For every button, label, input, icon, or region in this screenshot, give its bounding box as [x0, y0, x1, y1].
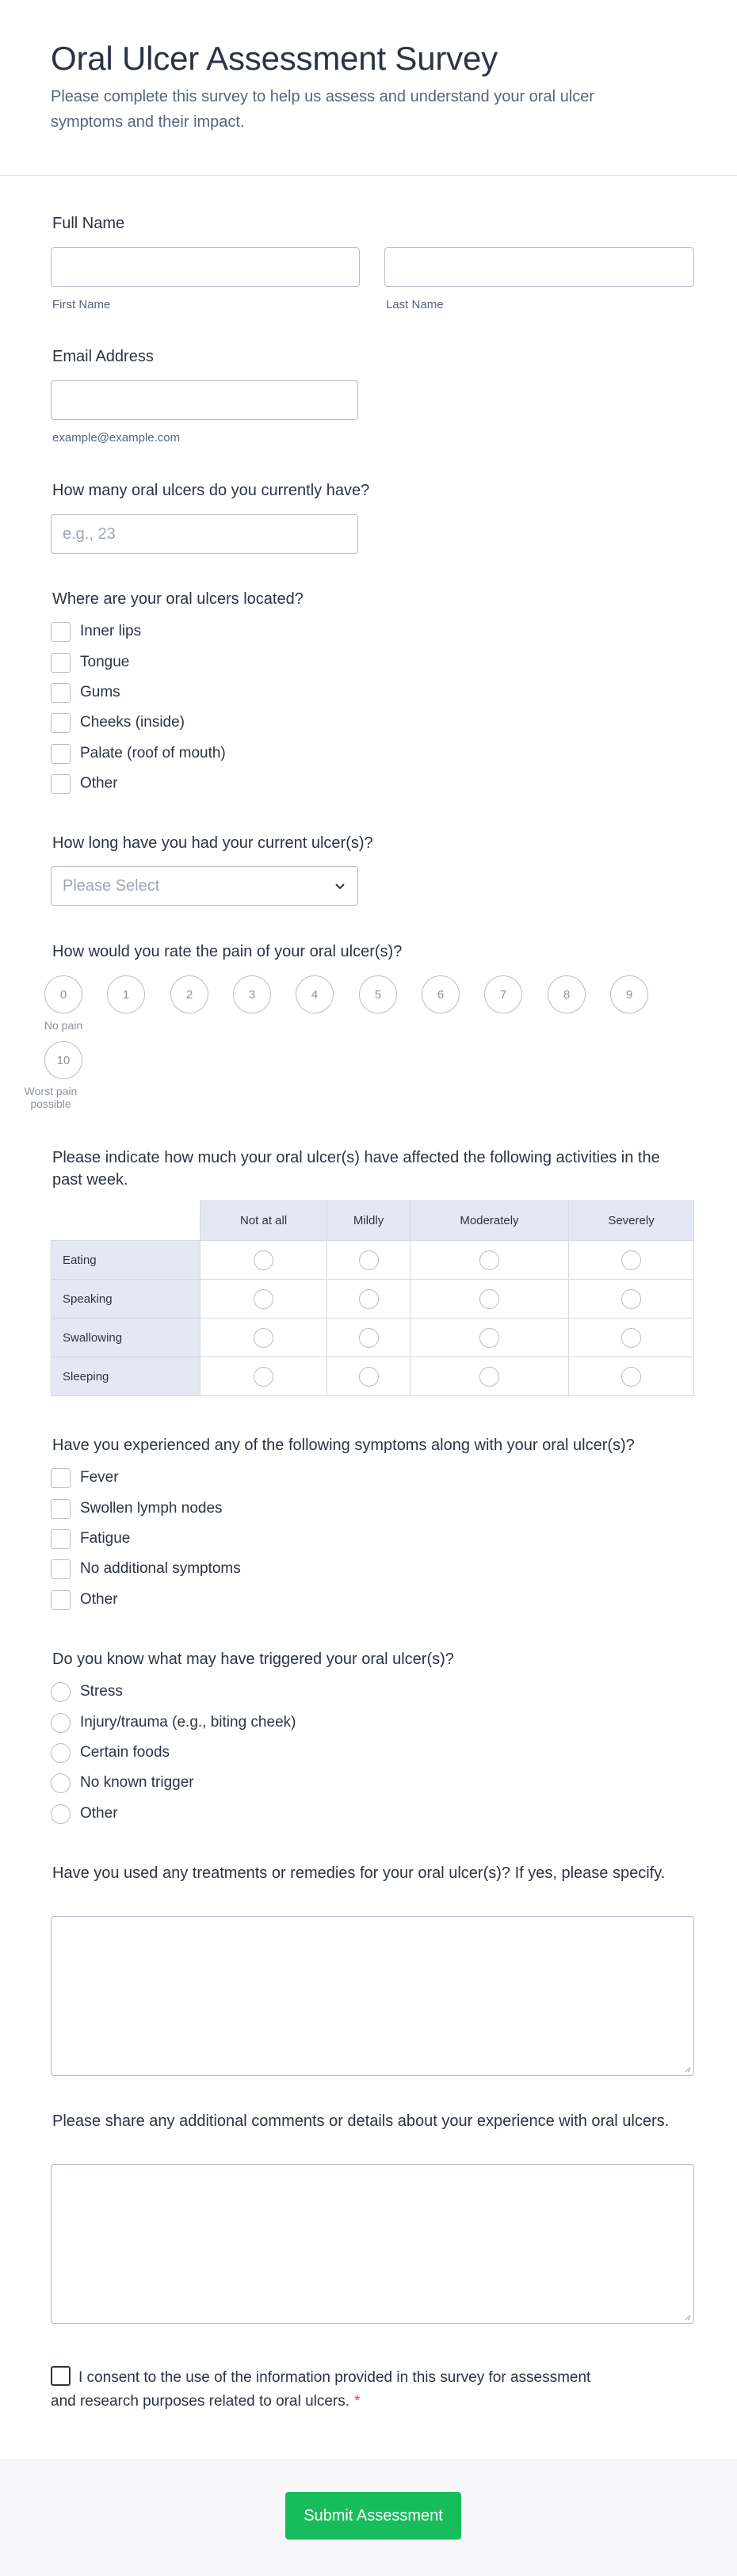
checkbox[interactable] — [51, 1590, 71, 1610]
matrix-column-header: Severely — [569, 1201, 694, 1241]
pain-scale-option[interactable]: 5 — [359, 975, 397, 1013]
last-name-sublabel: Last Name — [386, 298, 444, 311]
checkbox[interactable] — [51, 713, 71, 733]
trigger-option[interactable]: Stress — [51, 1681, 123, 1703]
matrix-radio[interactable] — [359, 1328, 379, 1348]
pain-scale-option[interactable]: 4 — [296, 975, 334, 1013]
matrix-radio[interactable] — [359, 1289, 379, 1309]
matrix-radio[interactable] — [254, 1328, 273, 1348]
symptom-option[interactable]: Other — [51, 1589, 118, 1611]
symptom-option[interactable]: No additional symptoms — [51, 1558, 241, 1580]
radio[interactable] — [51, 1682, 71, 1702]
matrix-column-header: Moderately — [410, 1201, 568, 1241]
checkbox[interactable] — [51, 683, 71, 703]
required-mark: * — [354, 2393, 361, 2410]
radio[interactable] — [51, 1773, 71, 1793]
activities-matrix — [51, 1200, 694, 1396]
ulcer-count-placeholder: e.g., 23 — [63, 525, 116, 543]
checkbox[interactable] — [51, 1468, 71, 1488]
matrix-row-label: Swallowing — [52, 1319, 200, 1357]
matrix-radio[interactable] — [621, 1328, 641, 1348]
comments-textarea[interactable] — [51, 2164, 694, 2324]
matrix-radio[interactable] — [621, 1367, 641, 1387]
email-label: Email Address — [52, 348, 154, 365]
checkbox[interactable] — [51, 774, 71, 794]
resize-grip-icon[interactable] — [683, 2313, 691, 2321]
radio[interactable] — [51, 1713, 71, 1733]
pain-max-caption: Worst pain possible — [24, 1085, 78, 1110]
matrix-row — [52, 1241, 694, 1280]
location-option[interactable]: Tongue — [51, 651, 129, 674]
pain-min-caption: No pain — [44, 1019, 83, 1032]
matrix-row-label: Eating — [52, 1241, 200, 1280]
consent-text: I consent to the use of the information provided in this survey for assessment and research purposes related to oral ulcers. — [51, 2369, 591, 2410]
checkbox[interactable] — [51, 1559, 71, 1579]
activities-label: Please indicate how much your oral ulcer(s) have affected the following activities in the past week. — [52, 1149, 660, 1189]
checkbox[interactable] — [51, 1499, 71, 1519]
chevron-down-icon — [334, 880, 346, 892]
matrix-radio[interactable] — [254, 1250, 273, 1270]
trigger-option[interactable]: No known trigger — [51, 1772, 194, 1794]
matrix-radio[interactable] — [254, 1367, 273, 1387]
location-option[interactable]: Inner lips — [51, 620, 141, 643]
ulcer-count-input[interactable] — [51, 514, 358, 554]
symptom-option[interactable]: Fatigue — [51, 1528, 130, 1550]
trigger-option[interactable]: Other — [51, 1803, 118, 1825]
location-option[interactable]: Gums — [51, 681, 120, 704]
symptoms-label: Have you experienced any of the following symptoms along with your oral ulcer(s)? — [52, 1437, 635, 1454]
duration-label: How long have you had your current ulcer(s)? — [52, 834, 373, 852]
checkbox[interactable] — [51, 744, 71, 764]
pain-scale-option[interactable]: 2 — [170, 975, 208, 1013]
location-label: Where are your oral ulcers located? — [52, 590, 304, 608]
first-name-input[interactable] — [51, 247, 360, 287]
radio[interactable] — [51, 1804, 71, 1824]
pain-scale-option[interactable]: 6 — [422, 975, 460, 1013]
first-name-sublabel: First Name — [52, 298, 111, 311]
pain-label: How would you rate the pain of your oral ulcer(s)? — [52, 943, 403, 960]
trigger-option[interactable]: Injury/trauma (e.g., biting cheek) — [51, 1712, 296, 1734]
matrix-row-label: Speaking — [52, 1280, 200, 1319]
full-name-label: Full Name — [52, 215, 125, 232]
email-input[interactable] — [51, 380, 358, 420]
matrix-row — [52, 1357, 694, 1396]
symptom-option[interactable]: Fever — [51, 1467, 119, 1489]
matrix-row-label: Sleeping — [52, 1357, 200, 1396]
matrix-radio[interactable] — [254, 1289, 273, 1309]
checkbox[interactable] — [51, 622, 71, 642]
pain-scale-option[interactable]: 8 — [548, 975, 586, 1013]
matrix-column-header: Mildly — [327, 1201, 411, 1241]
location-option[interactable]: Palate (roof of mouth) — [51, 742, 226, 765]
pain-scale-option[interactable]: 0 — [44, 975, 82, 1013]
pain-scale-option[interactable]: 3 — [233, 975, 271, 1013]
resize-grip-icon[interactable] — [683, 2065, 691, 2073]
treatments-textarea[interactable] — [51, 1916, 694, 2076]
checkbox[interactable] — [51, 653, 71, 673]
trigger-option[interactable]: Certain foods — [51, 1742, 170, 1764]
matrix-corner — [52, 1201, 200, 1241]
duration-placeholder: Please Select — [63, 877, 160, 895]
matrix-radio[interactable] — [359, 1367, 379, 1387]
matrix-radio[interactable] — [479, 1250, 499, 1270]
symptom-option[interactable]: Swollen lymph nodes — [51, 1498, 223, 1520]
matrix-row — [52, 1319, 694, 1357]
email-sublabel: example@example.com — [52, 431, 181, 445]
page-description: Please complete this survey to help us assess and understand your oral ulcer symptoms and their impact. — [51, 88, 594, 131]
triggers-label: Do you know what may have triggered your oral ulcer(s)? — [52, 1651, 454, 1668]
consent-checkbox[interactable] — [51, 2366, 71, 2386]
matrix-radio[interactable] — [621, 1289, 641, 1309]
matrix-row — [52, 1280, 694, 1319]
submit-button[interactable]: Submit Assessment — [285, 2492, 461, 2540]
matrix-radio[interactable] — [479, 1367, 499, 1387]
pain-scale-option[interactable]: 10 — [44, 1041, 82, 1079]
duration-select[interactable] — [51, 866, 358, 906]
pain-scale-option[interactable]: 1 — [107, 975, 145, 1013]
matrix-radio[interactable] — [621, 1250, 641, 1270]
matrix-radio[interactable] — [479, 1289, 499, 1309]
treatments-label: Have you used any treatments or remedies for your oral ulcer(s)? If yes, please specify. — [52, 1864, 666, 1882]
last-name-input[interactable] — [384, 247, 694, 287]
consent-field[interactable] — [51, 2366, 605, 2414]
matrix-radio[interactable] — [359, 1250, 379, 1270]
form-header — [0, 0, 737, 176]
matrix-radio[interactable] — [479, 1328, 499, 1348]
page-title: Oral Ulcer Assessment Survey — [51, 40, 498, 77]
pain-scale-option[interactable]: 7 — [484, 975, 522, 1013]
pain-scale-option[interactable]: 9 — [610, 975, 648, 1013]
location-option[interactable]: Other — [51, 773, 118, 795]
location-option[interactable]: Cheeks (inside) — [51, 712, 185, 734]
radio[interactable] — [51, 1743, 71, 1763]
comments-label: Please share any additional comments or details about your experience with oral ulcers. — [52, 2112, 670, 2130]
ulcer-count-label: How many oral ulcers do you currently have? — [52, 482, 370, 499]
checkbox[interactable] — [51, 1529, 71, 1549]
matrix-column-header: Not at all — [200, 1201, 327, 1241]
form-footer — [0, 2460, 737, 2576]
